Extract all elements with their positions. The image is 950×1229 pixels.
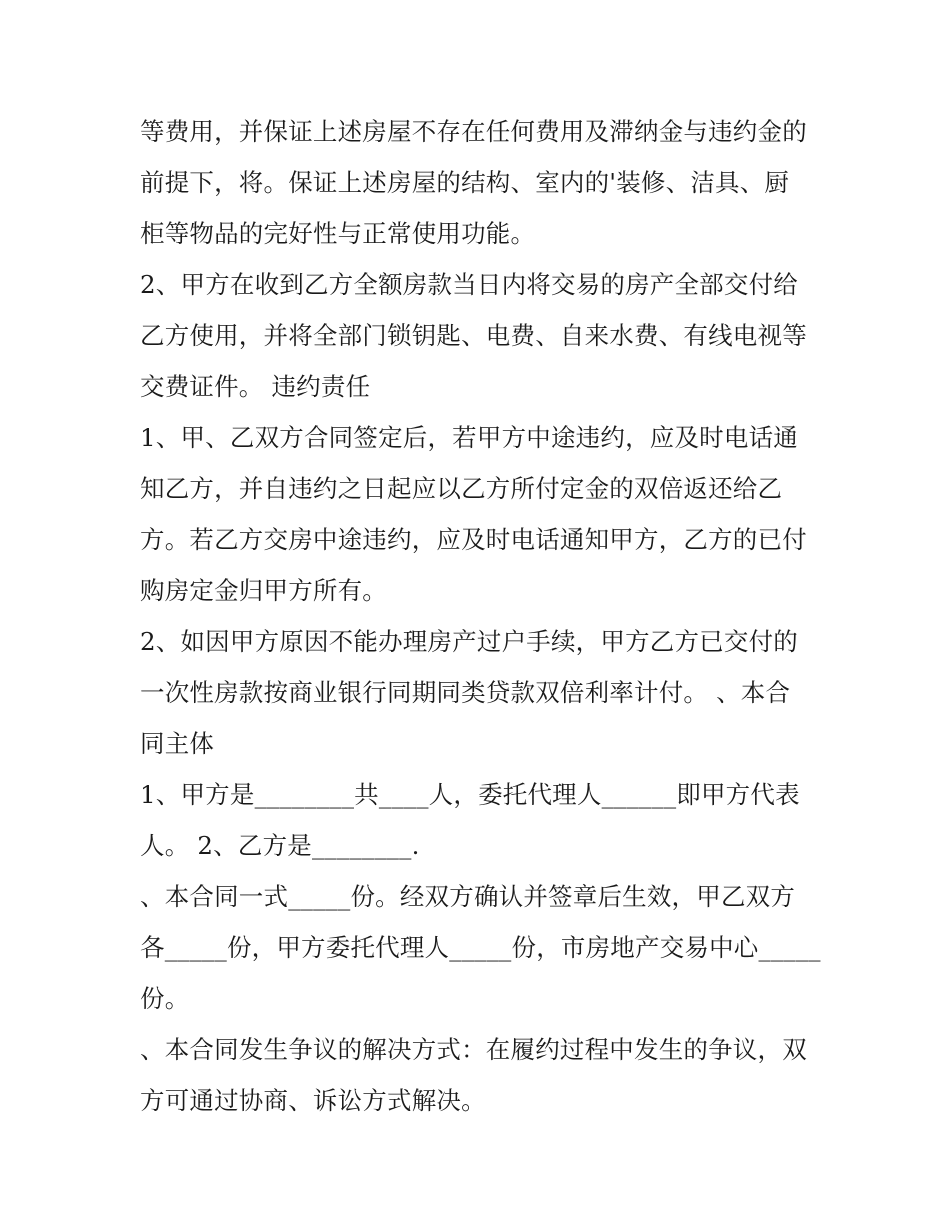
text-line-14: 1、甲方是________共____人，委托代理人______即甲方代表 [140, 780, 800, 809]
text-line-20: 方可通过协商、诉讼方式解决。 [140, 1086, 486, 1115]
text-line-1: 等费用，并保证上述房屋不存在任何费用及滞纳金与违约金的 [140, 117, 807, 146]
text-line-2: 前提下，将。保证上述房屋的结构、室内的'装修、洁具、厨 [140, 168, 790, 197]
text-line-13: 同主体 [140, 729, 215, 758]
text-line-8: 知乙方，并自违约之日起应以乙方所付定金的双倍返还给乙 [140, 474, 783, 503]
text-line-11: 2、如因甲方原因不能办理房产过户手续，甲方乙方已交付的 [140, 627, 798, 656]
text-line-7: 1、甲、乙双方合同签定后，若甲方中途违约，应及时电话通 [140, 423, 798, 452]
text-line-4: 2、甲方在收到乙方全额房款当日内将交易的房产全部交付给 [140, 270, 798, 299]
text-line-5: 乙方使用，并将全部门锁钥匙、电费、自来水费、有线电视等 [140, 321, 807, 350]
text-line-6: 交费证件。 违约责任 [140, 372, 371, 401]
text-line-3: 柜等物品的完好性与正常使用功能。 [140, 219, 536, 248]
text-line-19: 、本合同发生争议的解决方式：在履约过程中发生的争议，双 [140, 1035, 807, 1064]
text-line-16: 、本合同一式_____份。经双方确认并签章后生效，甲乙双方 [140, 882, 796, 911]
text-line-12: 一次性房款按商业银行同期同类贷款双倍利率计付。 、本合 [140, 678, 791, 707]
text-line-18: 份。 [140, 984, 190, 1013]
text-line-10: 购房定金归甲方所有。 [140, 576, 387, 605]
text-line-17: 各_____份，甲方委托代理人_____份，市房地产交易中心_____ [140, 933, 821, 962]
text-line-9: 方。若乙方交房中途违约，应及时电话通知甲方，乙方的已付 [140, 525, 807, 554]
document-body [140, 106, 820, 1126]
text-line-15: 人。 2、乙方是________. [140, 831, 420, 860]
